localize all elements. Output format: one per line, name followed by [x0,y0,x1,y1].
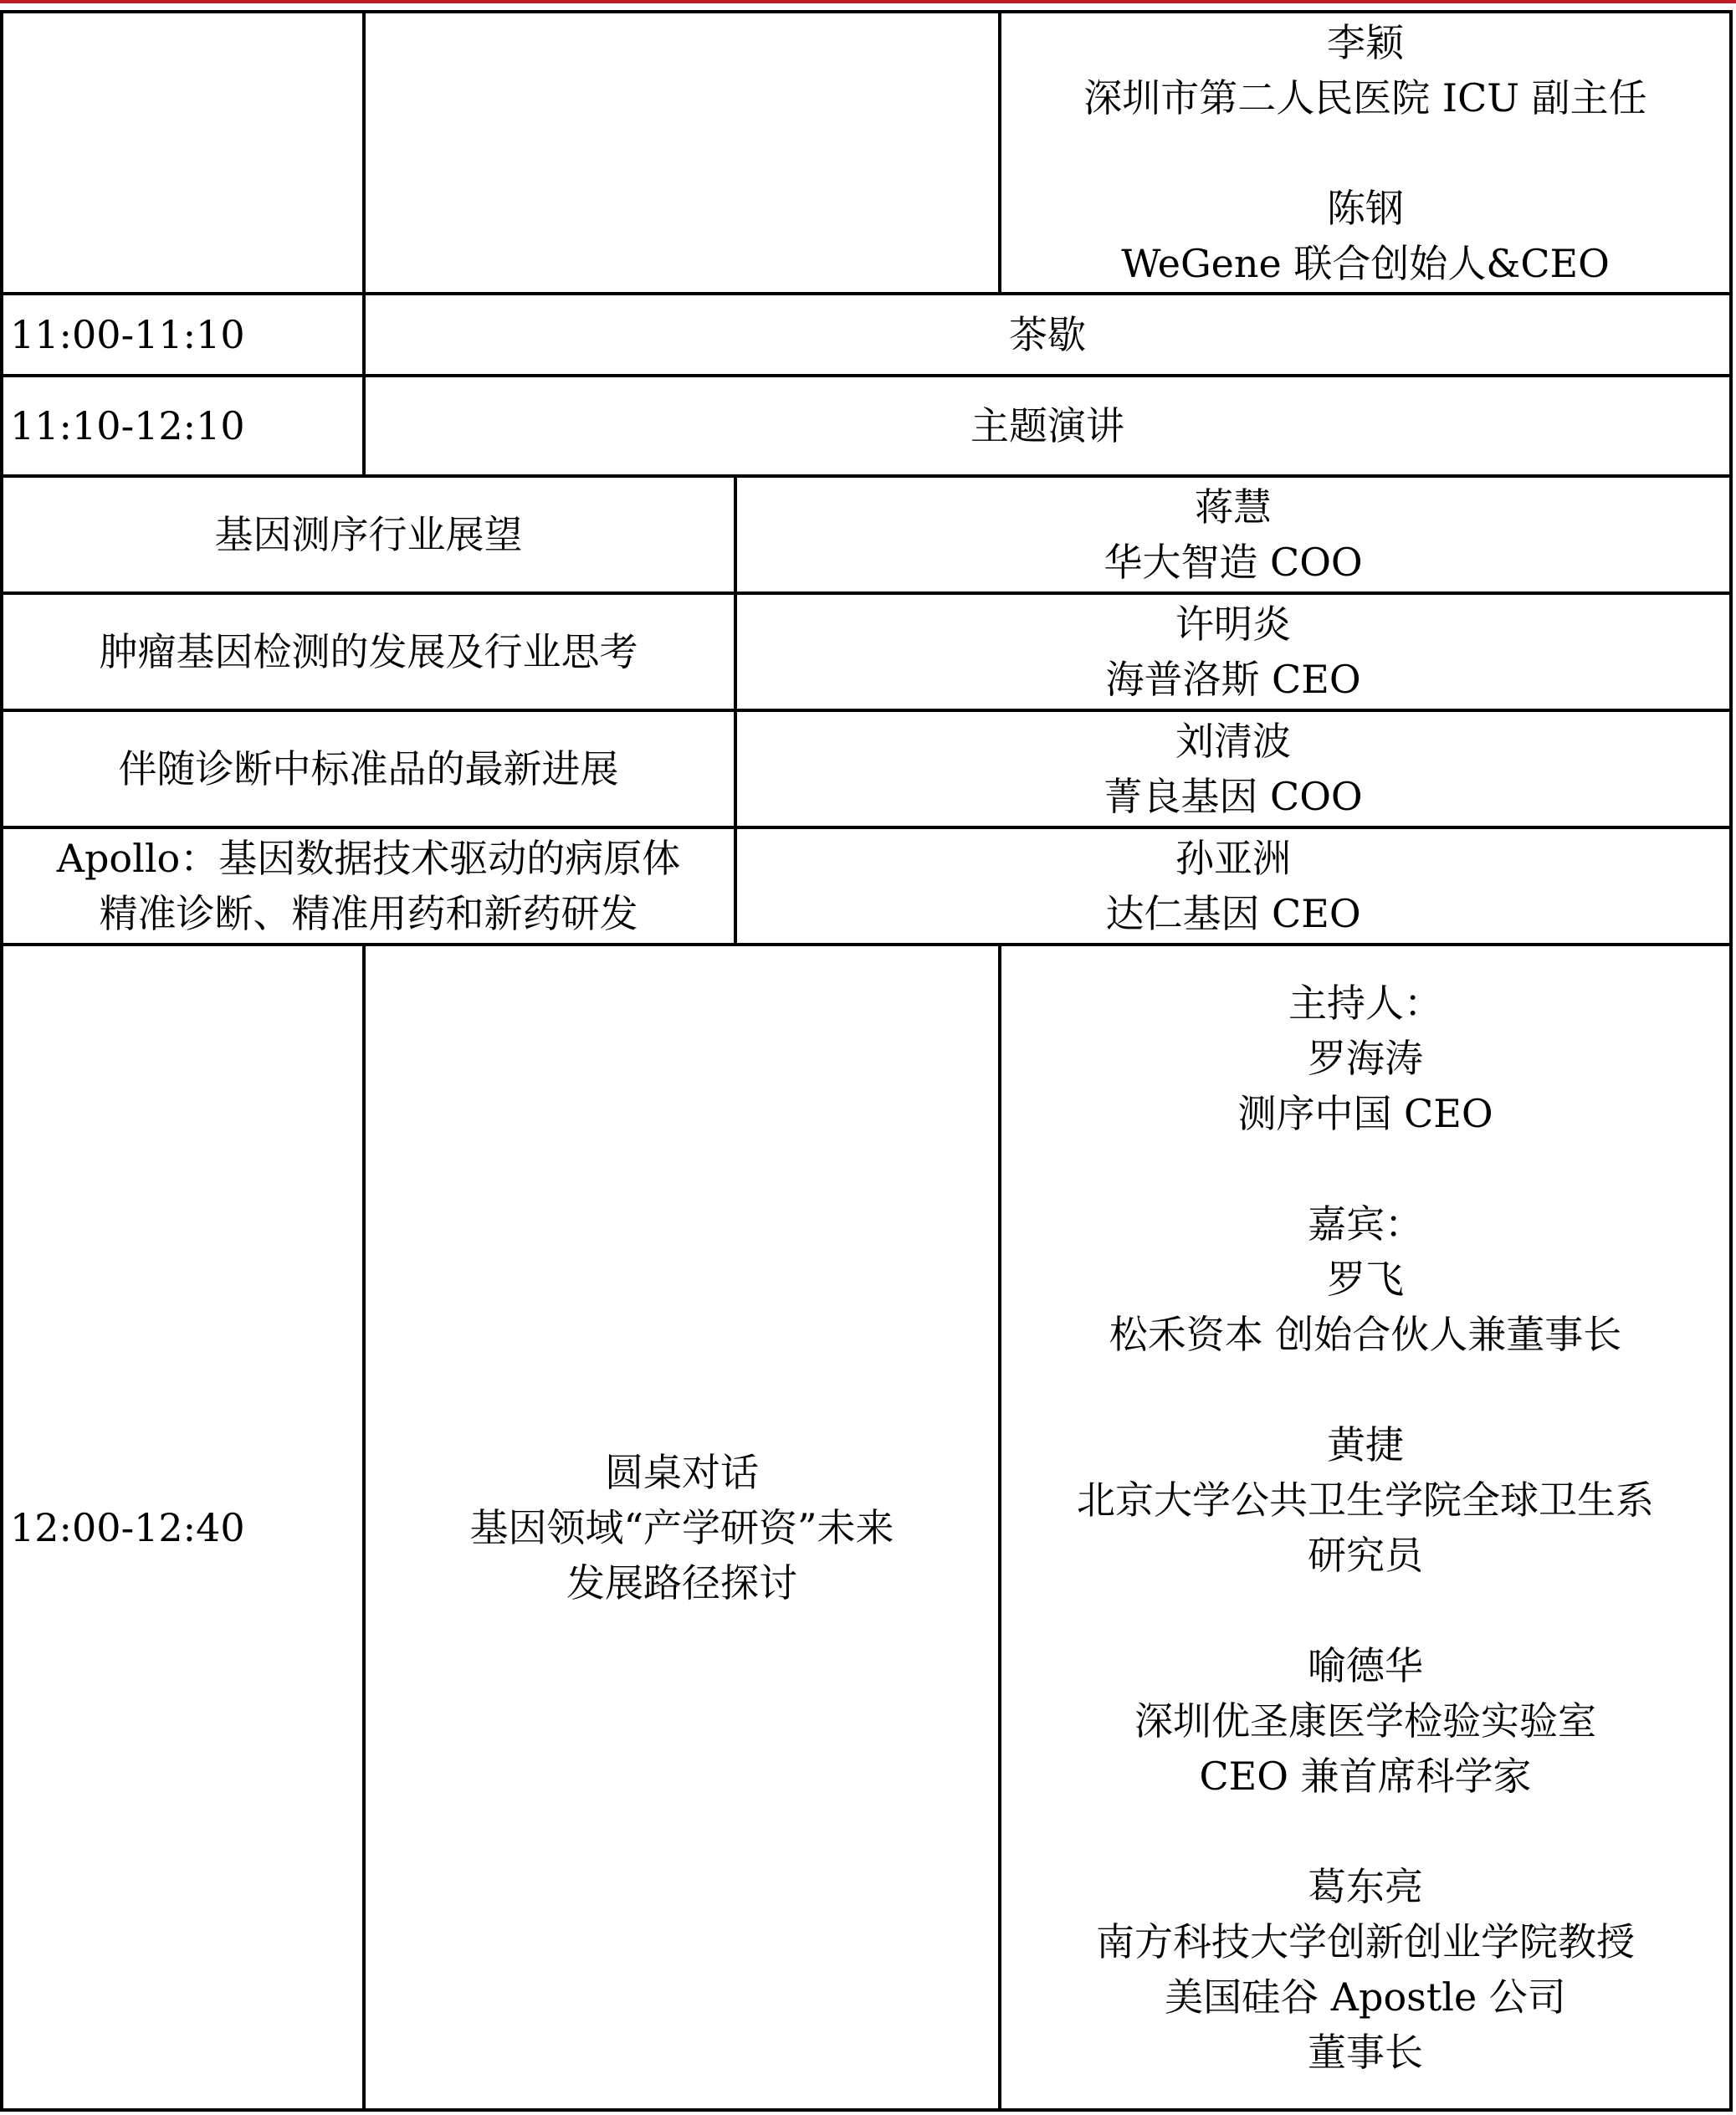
speaker-cell [737,595,1729,709]
speaker-cell [737,829,1729,943]
speaker-line: 测序中国 CEO [1237,1090,1493,1136]
topic-line: 圆桌对话 [605,1449,759,1495]
topic-line: Apollo：基因数据技术驱动的病原体 [56,836,681,881]
time-text: 11:00-11:10 [10,312,245,357]
speaker-line: 研究员 [1308,1532,1423,1578]
speaker-cell [1001,946,1729,2108]
speaker-line: 喻德华 [1308,1642,1423,1688]
topic-line: 伴随诊断中标准品的最新进展 [118,746,619,791]
speaker-cell [737,712,1729,826]
speaker-cell [737,478,1729,591]
speaker-line: CEO 兼首席科学家 [1199,1753,1532,1799]
session-title-cell [366,295,1729,374]
speaker-line: 美国硅谷 Apostle 公司 [1165,1974,1566,2020]
speaker-line: 达仁基因 CEO [1105,891,1361,936]
speaker-line: 菁良基因 COO [1104,774,1363,819]
time-text: 11:10-12:10 [10,403,245,448]
time-text: 12:00-12:40 [10,1504,245,1550]
speaker-line: 南方科技大学创新创业学院教授 [1096,1918,1635,1964]
speaker-line: 深圳市第二人民医院 ICU 副主任 [1083,74,1647,120]
speaker-line: 海普洛斯 CEO [1105,657,1361,702]
speaker-cell [1001,13,1729,292]
speaker-line: 华大智造 COO [1104,540,1363,585]
grid-line [0,2108,1733,2112]
speaker-line: 陈钢 [1327,185,1404,231]
speaker-line: 蒋慧 [1195,484,1272,530]
session-title: 主题演讲 [970,403,1124,448]
topic-line: 精准诊断、精准用药和新药研发 [99,891,638,936]
topic-cell [3,829,734,943]
speaker-line: 罗海涛 [1308,1035,1423,1081]
time-cell [0,295,362,374]
topic-line: 基因领域“产学研资”未来 [469,1504,894,1550]
speaker-line: 许明炎 [1175,602,1291,647]
topic-line: 发展路径探讨 [566,1559,797,1605]
topic-cell [366,946,998,2108]
topic-cell [3,478,734,591]
speaker-line: 北京大学公共卫生学院全球卫生系 [1077,1477,1654,1523]
time-cell [0,377,362,474]
topic-line: 基因测序行业展望 [214,512,523,557]
top-red-rule [0,0,1736,3]
speaker-line: 葛东亮 [1308,1863,1423,1909]
topic-line: 肿瘤基因检测的发展及行业思考 [99,629,638,674]
speaker-line: 李颖 [1327,19,1404,65]
speaker-line: 董事长 [1308,2029,1423,2075]
speaker-line: WeGene 联合创始人&CEO [1121,240,1610,286]
speaker-line: 松禾资本 创始合伙人兼董事长 [1109,1311,1622,1357]
speaker-line: 刘清波 [1175,719,1291,764]
session-title: 茶歇 [1009,312,1086,357]
speaker-line: 罗飞 [1327,1256,1404,1302]
grid-line [1729,10,1733,2112]
speaker-line: 孙亚洲 [1175,836,1291,881]
speaker-line: 主持人： [1288,980,1442,1026]
speaker-line: 黄捷 [1327,1421,1404,1467]
time-cell [0,946,362,2108]
speaker-line: 嘉宾： [1308,1201,1423,1247]
topic-cell [3,712,734,826]
session-title-cell [366,377,1729,474]
topic-cell [3,595,734,709]
speaker-line: 深圳优圣康医学检验实验室 [1134,1698,1596,1744]
